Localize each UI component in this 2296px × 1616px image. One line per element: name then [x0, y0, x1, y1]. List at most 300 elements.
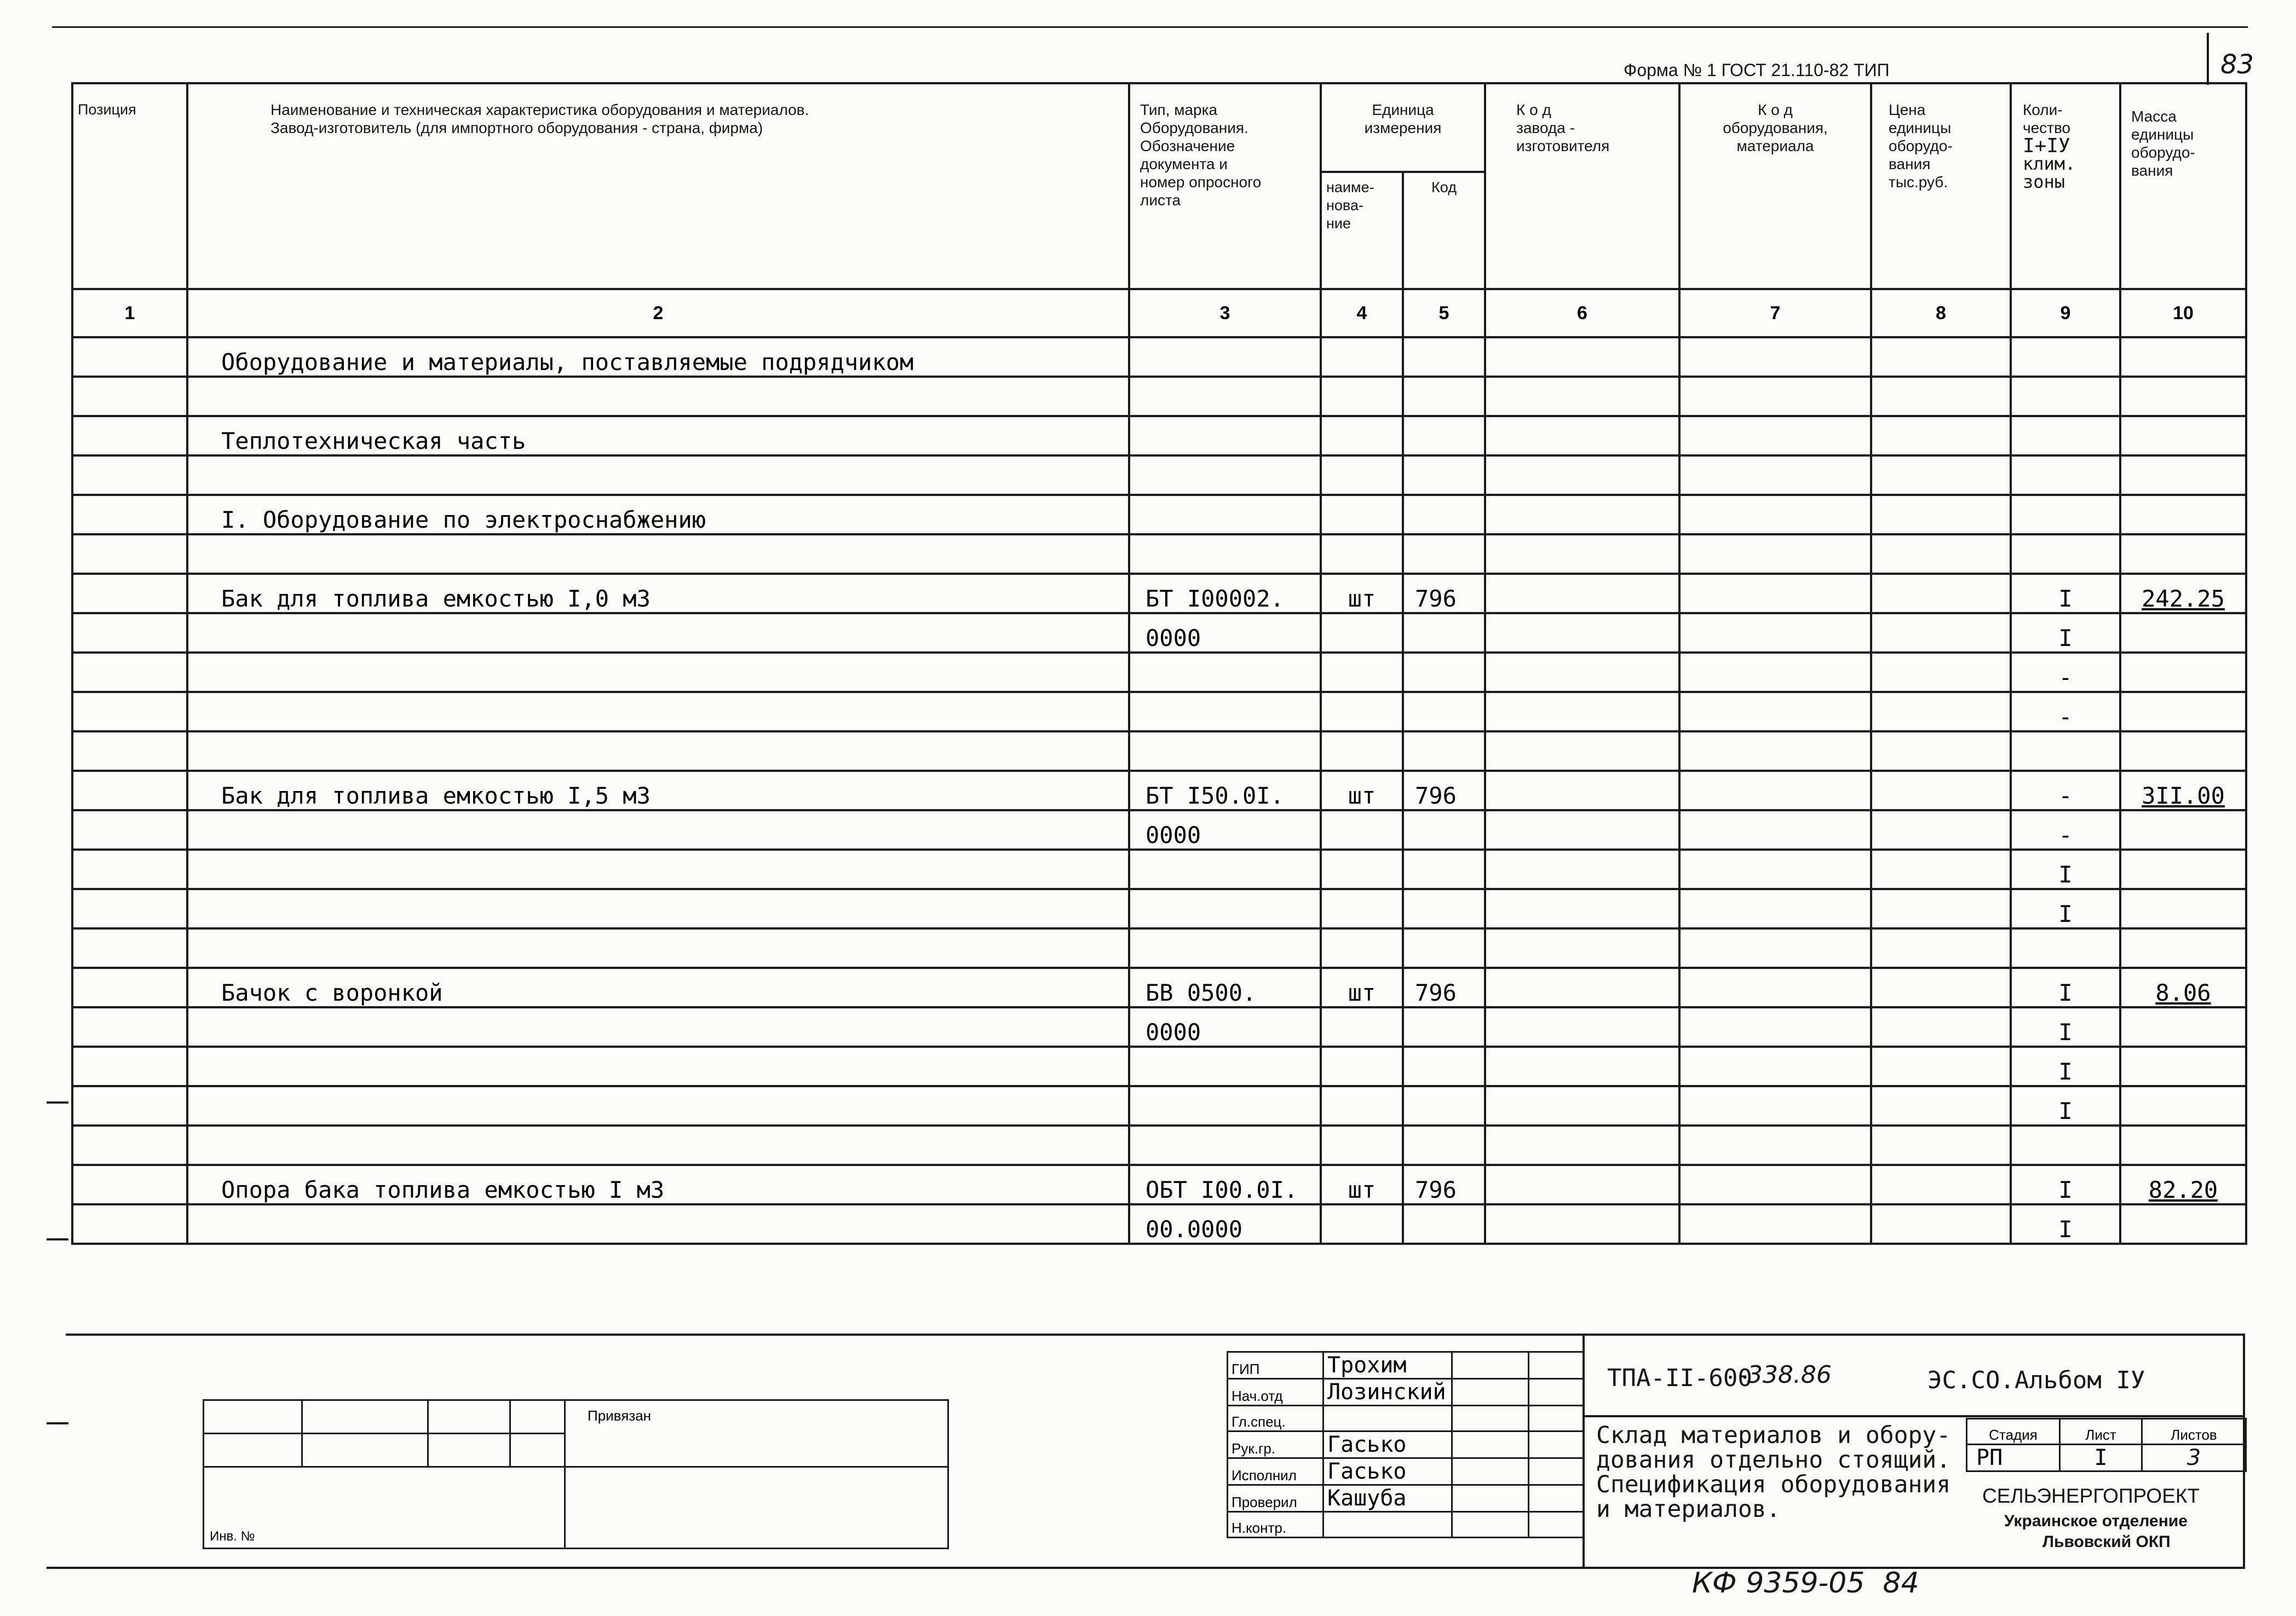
table-row: [72, 455, 2246, 495]
signature-row: [1228, 1432, 1584, 1458]
cell-equip: [1679, 416, 1871, 455]
stage-value: РП: [1967, 1445, 2060, 1471]
cell-factory: [1485, 810, 1679, 850]
cell-price: [1871, 810, 2011, 850]
cell-unit: [1321, 377, 1403, 416]
colnum-8: 8: [1871, 289, 2011, 337]
table-row: [72, 771, 2246, 810]
cell-qty: [2011, 495, 2120, 534]
cell-unit: [1321, 1126, 1403, 1165]
stage-label: Стадия: [1967, 1419, 2060, 1445]
header-type-l5: номер опросного: [1140, 174, 1262, 191]
colnum-3: 3: [1129, 289, 1321, 337]
binding-cell: [302, 1400, 428, 1434]
cell-unit: [1321, 416, 1403, 455]
cell-unit: шт: [1321, 574, 1403, 613]
cell-factory: [1485, 1007, 1679, 1047]
album-label: ЭС.СО.Альбом IУ: [1927, 1366, 2145, 1394]
table-row: [72, 377, 2246, 416]
header-name: [187, 83, 1129, 289]
header-mass-l1: Масса: [2131, 108, 2177, 125]
cell-price: [1871, 850, 2011, 889]
cell-qty: I: [2011, 1086, 2120, 1126]
signature-role: Рук.гр.: [1228, 1432, 1323, 1458]
cell-type: [1129, 653, 1321, 692]
cell-mass: [2120, 1086, 2246, 1126]
cell-equip: [1679, 455, 1871, 495]
cell-pos: [72, 416, 187, 455]
signature-row: [1228, 1352, 1584, 1379]
cell-code: [1403, 928, 1485, 968]
cell-unit: шт: [1321, 968, 1403, 1007]
cell-name: [187, 534, 1129, 574]
cell-type: [1129, 495, 1321, 534]
cell-type: [1129, 377, 1321, 416]
header-factory-code: [1485, 83, 1679, 289]
cell-qty: [2011, 1126, 2120, 1165]
colnum-5: 5: [1403, 289, 1485, 337]
signature-person: Гасько: [1323, 1432, 1452, 1458]
cell-pos: [72, 377, 187, 416]
signature-person: Трохим: [1323, 1352, 1452, 1379]
cell-name: Теплотехническая часть: [187, 416, 1129, 455]
header-factory-code-l3: изготовителя: [1516, 137, 1610, 154]
cell-factory: [1485, 850, 1679, 889]
header-factory-code-l1: К о д: [1516, 101, 1551, 118]
cell-mass: 3II.00: [2120, 771, 2246, 810]
specification-table: [71, 82, 2247, 1245]
stage-table: [1966, 1418, 2247, 1472]
inventory-label: Инв. №: [204, 1467, 565, 1549]
cell-factory: [1485, 613, 1679, 653]
cell-qty: -: [2011, 692, 2120, 731]
cell-factory: [1485, 1047, 1679, 1086]
cell-unit: [1321, 928, 1403, 968]
cell-code: [1403, 337, 1485, 377]
table-row: [72, 574, 2246, 613]
cell-price: [1871, 455, 2011, 495]
cell-unit: [1321, 1007, 1403, 1047]
header-unit-name-l2: нова-: [1326, 197, 1363, 213]
signature-role: ГИП: [1228, 1352, 1323, 1379]
signature-role: Исполнил: [1228, 1458, 1323, 1485]
signature-row: [1228, 1512, 1584, 1538]
table-row: [72, 928, 2246, 968]
binding-cell: [565, 1467, 948, 1549]
header-unit-name-l3: ние: [1326, 215, 1351, 232]
cell-pos: [72, 1047, 187, 1086]
cell-type: [1129, 534, 1321, 574]
cell-unit: [1321, 889, 1403, 928]
header-type-l4: документа и: [1140, 155, 1228, 172]
cell-unit: [1321, 810, 1403, 850]
binding-cell: [302, 1434, 428, 1467]
organization-name: СЕЛЬЭНЕРГОПРОЕКТ: [1982, 1485, 2200, 1507]
cell-type: БТ I00002.: [1129, 574, 1321, 613]
table-row: [72, 692, 2246, 731]
header-unit-name-l1: наиме-: [1326, 179, 1374, 195]
cell-unit: [1321, 850, 1403, 889]
cell-unit: [1321, 613, 1403, 653]
cell-qty: [2011, 731, 2120, 771]
cell-mass: [2120, 810, 2246, 850]
signature-mark: [1452, 1432, 1529, 1458]
signature-row: [1228, 1379, 1584, 1406]
cell-factory: [1485, 1165, 1679, 1204]
header-unit: [1321, 83, 1485, 172]
header-price: [1871, 83, 2011, 289]
cell-mass: 8.06: [2120, 968, 2246, 1007]
cell-price: [1871, 495, 2011, 534]
header-quantity-l4: клим.: [2023, 153, 2076, 174]
header-price-l3: оборудо-: [1889, 137, 1953, 154]
cell-unit: [1321, 731, 1403, 771]
cell-price: [1871, 416, 2011, 455]
cell-pos: [72, 771, 187, 810]
cell-unit: [1321, 1204, 1403, 1244]
cell-mass: [2120, 416, 2246, 455]
signature-person: [1323, 1406, 1452, 1432]
cell-factory: [1485, 1204, 1679, 1244]
cell-code: 796: [1403, 771, 1485, 810]
signature-mark: [1452, 1352, 1529, 1379]
cell-code: 796: [1403, 574, 1485, 613]
cell-pos: [72, 534, 187, 574]
header-price-l1: Цена: [1889, 101, 1926, 118]
cell-mass: [2120, 377, 2246, 416]
cell-name: Бачок с воронкой: [187, 968, 1129, 1007]
cell-equip: [1679, 337, 1871, 377]
cell-factory: [1485, 416, 1679, 455]
cell-name: [187, 692, 1129, 731]
cell-code: [1403, 850, 1485, 889]
signature-table: [1227, 1351, 1584, 1538]
binding-cell: [428, 1434, 510, 1467]
cell-code: [1403, 1126, 1485, 1165]
cell-name: [187, 889, 1129, 928]
cell-type: 0000: [1129, 810, 1321, 850]
cell-type: 0000: [1129, 613, 1321, 653]
cell-factory: [1485, 653, 1679, 692]
cell-name: [187, 377, 1129, 416]
header-position: Позиция: [72, 83, 187, 289]
cell-price: [1871, 1047, 2011, 1086]
table-row: [72, 1126, 2246, 1165]
signature-date: [1529, 1458, 1584, 1485]
cell-price: [1871, 377, 2011, 416]
cell-price: [1871, 968, 2011, 1007]
cell-pos: [72, 889, 187, 928]
cell-equip: [1679, 377, 1871, 416]
cell-mass: [2120, 534, 2246, 574]
cell-equip: [1679, 613, 1871, 653]
table-row: [72, 1165, 2246, 1204]
colnum-4: 4: [1321, 289, 1403, 337]
cell-equip: [1679, 692, 1871, 731]
cell-type: [1129, 455, 1321, 495]
signature-mark: [1452, 1379, 1529, 1406]
cell-price: [1871, 613, 2011, 653]
cell-qty: I: [2011, 889, 2120, 928]
cell-equip: [1679, 968, 1871, 1007]
table-row: [72, 889, 2246, 928]
cell-type: БТ I50.0I.: [1129, 771, 1321, 810]
sheets-value: 3: [2142, 1445, 2246, 1471]
cell-name: Бак для топлива емкостью I,5 м3: [187, 771, 1129, 810]
cell-type: 0000: [1129, 1007, 1321, 1047]
cell-code: 796: [1403, 968, 1485, 1007]
header-unit-l2: измерения: [1364, 119, 1442, 136]
sheet-title-l4: и материалов.: [1596, 1496, 1781, 1523]
cell-code: 796: [1403, 1165, 1485, 1204]
cell-pos: [72, 1165, 187, 1204]
cell-name: Оборудование и материалы, поставляемые подрядчиком: [187, 337, 1129, 377]
cell-type: [1129, 928, 1321, 968]
cell-type: 00.0000: [1129, 1204, 1321, 1244]
cell-qty: I: [2011, 850, 2120, 889]
cell-code: [1403, 455, 1485, 495]
cell-pos: [72, 1204, 187, 1244]
table-row: [72, 337, 2246, 377]
header-quantity-l1: Коли-: [2023, 101, 2063, 118]
binding-cell: [428, 1400, 510, 1434]
page-number-divider: [2207, 33, 2209, 85]
cell-mass: [2120, 1126, 2246, 1165]
cell-name: [187, 653, 1129, 692]
specification-body: [72, 337, 2246, 1244]
cell-name: [187, 1126, 1129, 1165]
cell-factory: [1485, 1086, 1679, 1126]
cell-price: [1871, 771, 2011, 810]
signature-role: Гл.спец.: [1228, 1406, 1323, 1432]
cell-factory: [1485, 574, 1679, 613]
cell-equip: [1679, 810, 1871, 850]
cell-type: [1129, 889, 1321, 928]
cell-price: [1871, 928, 2011, 968]
cell-pos: [72, 968, 187, 1007]
cell-equip: [1679, 1086, 1871, 1126]
cell-type: [1129, 1086, 1321, 1126]
cell-qty: [2011, 377, 2120, 416]
cell-price: [1871, 731, 2011, 771]
cell-code: [1403, 653, 1485, 692]
cell-mass: [2120, 928, 2246, 968]
cell-pos: [72, 1086, 187, 1126]
header-name-line1: Наименование и техническая характеристика оборудования и материалов.: [271, 101, 809, 118]
cell-equip: [1679, 731, 1871, 771]
cell-mass: [2120, 337, 2246, 377]
cell-code: [1403, 1007, 1485, 1047]
cell-mass: [2120, 653, 2246, 692]
sheet-title: [1596, 1423, 1950, 1522]
cell-qty: I: [2011, 574, 2120, 613]
cell-price: [1871, 1204, 2011, 1244]
cell-type: [1129, 1126, 1321, 1165]
header-equipment-code-l2: оборудования,: [1723, 119, 1828, 136]
titleblock-top-line: [66, 1334, 2245, 1336]
cell-factory: [1485, 455, 1679, 495]
cell-equip: [1679, 889, 1871, 928]
project-code-handwritten: -338.86: [1739, 1361, 1832, 1389]
signature-role: Нач.отд: [1228, 1379, 1323, 1406]
cell-unit: [1321, 534, 1403, 574]
cell-price: [1871, 692, 2011, 731]
signature-person: Кашуба: [1323, 1485, 1452, 1512]
cell-code: [1403, 613, 1485, 653]
cell-mass: [2120, 455, 2246, 495]
table-row: [72, 416, 2246, 455]
signature-mark: [1452, 1458, 1529, 1485]
cell-pos: [72, 731, 187, 771]
header-row: [72, 83, 2246, 172]
cell-unit: [1321, 495, 1403, 534]
sheets-label: Листов: [2142, 1419, 2246, 1445]
cell-qty: [2011, 534, 2120, 574]
cell-code: [1403, 534, 1485, 574]
cell-mass: 82.20: [2120, 1165, 2246, 1204]
table-row: [72, 1007, 2246, 1047]
cell-qty: I: [2011, 968, 2120, 1007]
table-row: [72, 1204, 2246, 1244]
cell-equip: [1679, 771, 1871, 810]
cell-unit: [1321, 653, 1403, 692]
project-code: ТПА-II-600: [1607, 1364, 1752, 1392]
cell-code: [1403, 810, 1485, 850]
signature-row: [1228, 1485, 1584, 1512]
header-unit-l1: Единица: [1372, 101, 1434, 118]
colnum-10: 10: [2120, 289, 2246, 337]
cell-mass: [2120, 613, 2246, 653]
cell-factory: [1485, 731, 1679, 771]
cell-code: [1403, 416, 1485, 455]
cell-pos: [72, 928, 187, 968]
left-margin-tick-1: [47, 1101, 68, 1104]
cell-qty: I: [2011, 1007, 2120, 1047]
cell-pos: [72, 495, 187, 534]
cell-mass: [2120, 1047, 2246, 1086]
header-equipment-code: [1679, 83, 1871, 289]
cell-qty: [2011, 928, 2120, 968]
colnum-6: 6: [1485, 289, 1679, 337]
binding-cell: [204, 1434, 302, 1467]
cell-unit: [1321, 1047, 1403, 1086]
cell-qty: [2011, 337, 2120, 377]
table-row: [72, 810, 2246, 850]
cell-unit: [1321, 692, 1403, 731]
cell-equip: [1679, 1047, 1871, 1086]
binding-block: [203, 1399, 949, 1549]
header-equipment-code-l1: К о д: [1758, 101, 1793, 118]
sheet-title-l3: Спецификация оборудования: [1596, 1471, 1951, 1498]
table-row: [72, 534, 2246, 574]
colnum-7: 7: [1679, 289, 1871, 337]
column-number-row: [72, 289, 2246, 337]
cell-factory: [1485, 495, 1679, 534]
archive-number: КФ 9359-05 84: [1692, 1567, 1919, 1600]
cell-qty: -: [2011, 653, 2120, 692]
cell-type: [1129, 850, 1321, 889]
header-equipment-code-l3: материала: [1736, 137, 1814, 154]
cell-mass: [2120, 1007, 2246, 1047]
binding-label: Привязан: [565, 1400, 948, 1467]
header-unit-code: Код: [1403, 172, 1485, 289]
cell-unit: [1321, 1086, 1403, 1126]
cell-price: [1871, 889, 2011, 928]
cell-pos: [72, 692, 187, 731]
cell-unit: [1321, 337, 1403, 377]
cell-pos: [72, 850, 187, 889]
cell-unit: шт: [1321, 1165, 1403, 1204]
header-quantity-l2: чество: [2023, 119, 2071, 136]
cell-factory: [1485, 889, 1679, 928]
binding-cell: [510, 1400, 565, 1434]
signature-mark: [1452, 1512, 1529, 1538]
cell-code: [1403, 731, 1485, 771]
cell-factory: [1485, 337, 1679, 377]
header-quantity: [2011, 83, 2120, 289]
titleblock-divider-v: [1583, 1336, 1585, 1568]
cell-pos: [72, 613, 187, 653]
header-quantity-l3: I+IУ: [2023, 135, 2070, 157]
colnum-9: 9: [2011, 289, 2120, 337]
cell-code: [1403, 692, 1485, 731]
cell-type: ОБТ I00.0I.: [1129, 1165, 1321, 1204]
cell-equip: [1679, 534, 1871, 574]
titleblock-divider-h: [1583, 1415, 2245, 1417]
table-row: [72, 850, 2246, 889]
signature-person: Гасько: [1323, 1458, 1452, 1485]
table-row: [72, 731, 2246, 771]
cell-equip: [1679, 653, 1871, 692]
cell-code: [1403, 1086, 1485, 1126]
cell-qty: I: [2011, 1204, 2120, 1244]
header-price-l2: единицы: [1889, 119, 1952, 136]
cell-price: [1871, 337, 2011, 377]
table-row: [72, 613, 2246, 653]
signature-date: [1529, 1512, 1584, 1538]
header-name-line2: Завод-изготовитель (для импортного оборудования - страна, фирма): [271, 119, 763, 136]
cell-price: [1871, 1086, 2011, 1126]
header-type: [1129, 83, 1321, 289]
header-price-l5: тыс.руб.: [1889, 174, 1948, 191]
page-number: 83: [2220, 49, 2254, 80]
cell-mass: [2120, 1204, 2246, 1244]
cell-pos: [72, 1007, 187, 1047]
colnum-1: 1: [72, 289, 187, 337]
cell-qty: I: [2011, 1047, 2120, 1086]
cell-pos: [72, 653, 187, 692]
table-row: [72, 1086, 2246, 1126]
signature-date: [1529, 1352, 1584, 1379]
cell-equip: [1679, 1007, 1871, 1047]
cell-pos: [72, 337, 187, 377]
organization-branch: Украинское отделение: [2004, 1512, 2188, 1530]
sheet-title-l2: дования отдельно стоящий.: [1596, 1446, 1951, 1474]
cell-type: [1129, 692, 1321, 731]
cell-equip: [1679, 850, 1871, 889]
cell-name: I. Оборудование по электроснабжению: [187, 495, 1129, 534]
cell-price: [1871, 574, 2011, 613]
signature-person: [1323, 1512, 1452, 1538]
cell-unit: [1321, 455, 1403, 495]
header-mass-l3: оборудо-: [2131, 144, 2195, 161]
header-type-l2: Оборудования.: [1140, 119, 1248, 136]
cell-type: [1129, 1047, 1321, 1086]
signature-role: Н.контр.: [1228, 1512, 1323, 1538]
form-line: Форма № 1 ГОСТ 21.110-82 ТИП: [1624, 60, 1890, 80]
cell-mass: [2120, 850, 2246, 889]
cell-equip: [1679, 1126, 1871, 1165]
